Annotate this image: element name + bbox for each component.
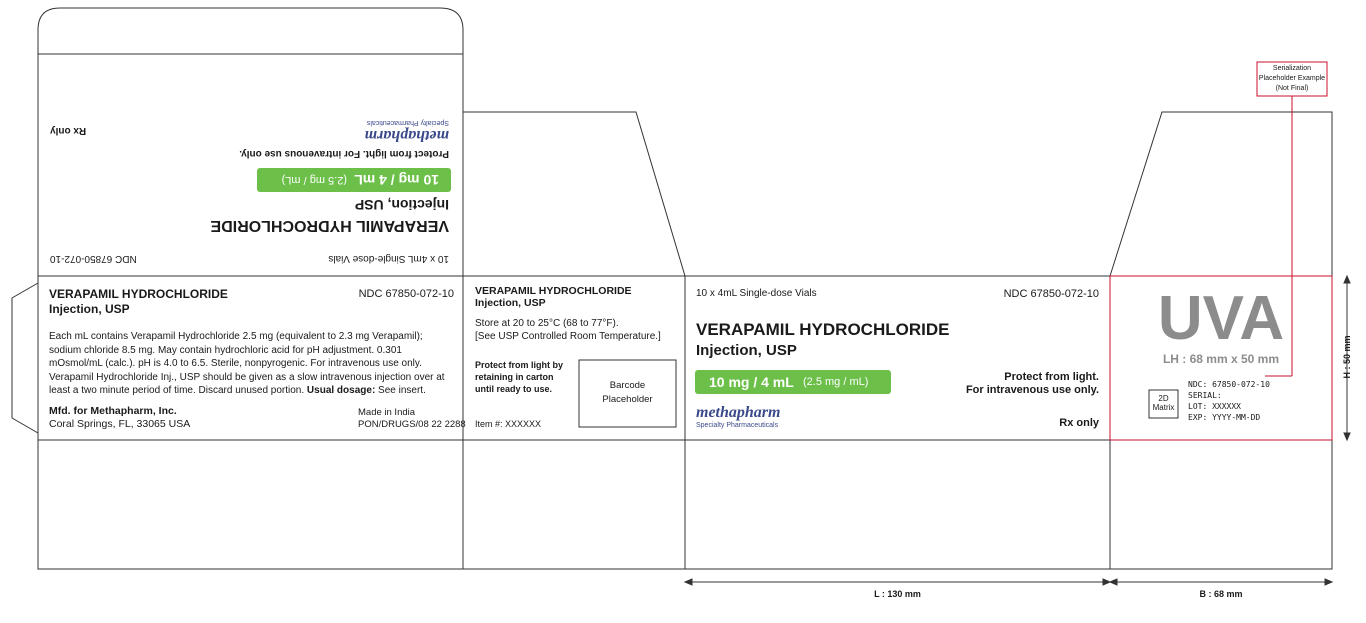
front-drug-form: Injection, USP	[696, 342, 797, 359]
storage-temp: Store at 20 to 25°C (68 to 77°F).	[475, 318, 619, 329]
storage-drug-name: VERAPAMIL HYDROCHLORIDE	[475, 285, 632, 297]
front-brand-sub: Specialty Pharmaceuticals	[696, 422, 779, 429]
serialization-note-line3: (Not Final)	[1275, 85, 1309, 92]
barcode-placeholder-line1: Barcode	[609, 380, 646, 391]
serial-ndc: NDC: 67850-072-10	[1188, 380, 1270, 389]
front-protect-1: Protect from light.	[1004, 371, 1099, 383]
front-protect-2: For intravenous use only.	[965, 384, 1099, 396]
front-strength-sub: (2.5 mg / mL)	[803, 376, 869, 388]
storage-usp: [See USP Controlled Room Temperature.]	[475, 331, 661, 342]
storage-protect-3: until ready to use.	[475, 384, 553, 394]
flap-strength-sub: (2.5 mg / mL)	[281, 174, 347, 186]
side-address: Coral Springs, FL, 33065 USA	[49, 418, 191, 430]
storage-panel	[463, 276, 685, 440]
side-license: PON/DRUGS/08 22 2288	[358, 419, 466, 430]
matrix-label-2: Matrix	[1152, 403, 1175, 412]
top-flap	[38, 54, 463, 276]
front-count-label: 10 x 4mL Single-dose Vials	[696, 288, 817, 299]
barcode-placeholder-line2: Placeholder	[602, 394, 653, 405]
side-ndc: NDC 67850-072-10	[358, 288, 454, 300]
side-made-in: Made in India	[358, 407, 416, 418]
serial-lot: LOT: XXXXXX	[1188, 402, 1241, 411]
side-usual-dosage-label: Usual dosage:	[306, 385, 376, 396]
flap-strength-badge	[257, 168, 451, 192]
uva-mark: UVA	[1157, 284, 1285, 353]
flap-drug-name: VERAPAMIL HYDROCHLORIDE	[210, 217, 449, 234]
storage-protect-2: retaining in carton	[475, 372, 554, 382]
side-drug-name: VERAPAMIL HYDROCHLORIDE	[49, 287, 228, 301]
storage-drug-form: Injection, USP	[475, 297, 546, 309]
end-panel	[1110, 276, 1332, 440]
flap-brand-logo: methapharm	[364, 127, 449, 144]
uva-dimensions: LH : 68 mm x 50 mm	[1162, 352, 1280, 366]
front-strength: 10 mg / 4 mL	[709, 374, 794, 390]
flap-protect: Protect from light. For intravenous use only.	[239, 148, 449, 159]
flap-drug-form: Injection, USP	[354, 197, 449, 213]
length-dimension-label: L : 130 mm	[874, 589, 921, 599]
flap-strength: 10 mg / 4 mL	[354, 172, 439, 188]
serial-serial: SERIAL:	[1188, 391, 1222, 400]
storage-protect-1: Protect from light by	[475, 360, 564, 370]
side-usual-dosage-text: See insert.	[375, 385, 426, 396]
flap-rx: Rx only	[50, 125, 87, 136]
side-description-text: Each mL contains Verapamil Hydrochloride 2.5 mg (equivalent to 2.3 mg Verapamil); sodium chloride 8.5 mg. May contain hydrochloric acid for pH adjustment. 0.301 mOsmol/mL (calc.). pH is 4.0 to 6.5. Sterile, nonpyrogenic. For intravenous use only. Verapamil Hydrochloride Inj., USP should be given as a slow intravenous injection over at least a two minute period of time. Discard unused portion.	[49, 331, 445, 396]
side-panel	[38, 276, 466, 440]
front-drug-name: VERAPAMIL HYDROCHLORIDE	[696, 320, 950, 339]
storage-item-number: Item #: XXXXXX	[475, 419, 542, 429]
side-mfd-by: Mfd. for Methapharm, Inc.	[49, 405, 177, 417]
serial-exp: EXP: YYYY-MM-DD	[1188, 413, 1261, 422]
front-strength-badge	[695, 370, 891, 394]
front-panel	[685, 276, 1110, 440]
front-rx: Rx only	[1059, 417, 1099, 429]
flap-ndc: NDC 67850-072-10	[50, 253, 137, 264]
breadth-dimension-label: B : 68 mm	[1199, 589, 1243, 599]
serialization-note-line2: Placeholder Example	[1258, 75, 1326, 82]
serialization-note-line1: Serialization	[1272, 65, 1312, 72]
flap-count-label: 10 x 4mL Single-dose Vials	[328, 253, 449, 264]
side-description	[49, 330, 449, 398]
matrix-label-1: 2D	[1158, 394, 1169, 403]
flap-brand-sub: Specialty Pharmaceuticals	[366, 119, 449, 126]
front-ndc: NDC 67850-072-10	[1003, 288, 1099, 300]
front-brand-logo: methapharm	[696, 404, 781, 421]
height-dimension-label: H : 50 mm	[1342, 335, 1352, 379]
side-drug-form: Injection, USP	[49, 302, 130, 316]
